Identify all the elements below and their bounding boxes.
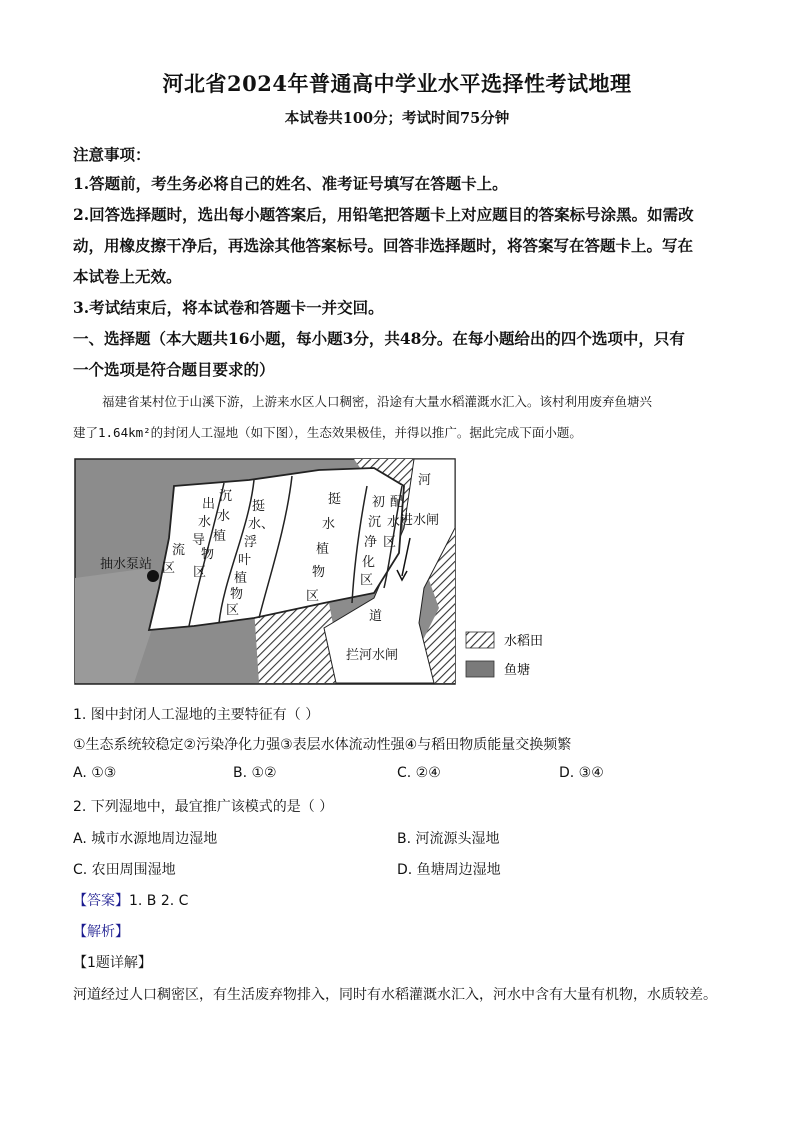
zone-5-char-3: 净 xyxy=(364,535,378,550)
answer-value: 1. B 2. C xyxy=(129,893,189,909)
q1-option-c[interactable]: C. ②④ xyxy=(397,765,441,781)
q2-option-a[interactable]: A. 城市水源地周边湿地 xyxy=(73,831,218,847)
q1-option-a[interactable]: A. ①③ xyxy=(73,765,117,781)
zone-6-char-1: 配 xyxy=(390,495,404,510)
q1-option-b[interactable]: B. ①② xyxy=(233,765,277,781)
answer-tag: 【答案】 xyxy=(73,893,129,909)
zone-3-char-5: 植 xyxy=(234,571,248,586)
intro-line-2: 建了1.64km²的封闭人工湿地（如下图），生态效果极佳，并得以推广。据此完成下面小题。 xyxy=(73,425,582,440)
zone-3-char-4: 叶 xyxy=(238,553,252,568)
legend-swatch-paddy xyxy=(466,632,494,648)
zone-2-char-5: 区 xyxy=(193,565,207,580)
dam-gate-label: 拦河水闸 xyxy=(346,648,399,663)
wetland-map-figure xyxy=(74,458,564,688)
legend-label-paddy: 水稻田 xyxy=(504,634,544,649)
zone-1-char-3: 导 xyxy=(192,533,206,548)
section-heading-2: 一个选项是符合题目要求的） xyxy=(73,360,275,379)
note-2b: 动，用橡皮擦干净后，再选涂其他答案标号。回答非选择题时，将答案写在答题卡上。写在 xyxy=(73,236,694,255)
zone-3-char-2: 水、 xyxy=(248,517,275,532)
notes-heading: 注意事项： xyxy=(73,145,151,164)
zone-1-char-1: 出 xyxy=(202,497,216,512)
intro-line-1: 福建省某村位于山溪下游，上游来水区人口稠密，沿途有大量水稻灌溉水汇入。该村利用废弃鱼塘兴 xyxy=(102,394,653,409)
pump-station-label: 抽水泵站 xyxy=(100,557,153,572)
zone-1-char-4: 流 xyxy=(172,543,186,558)
river-label-1: 河 xyxy=(418,473,432,488)
q2-option-d[interactable]: D. 鱼塘周边湿地 xyxy=(397,862,501,878)
zone-1-char-2: 水 xyxy=(198,515,212,530)
zone-4-char-5: 区 xyxy=(306,589,320,604)
q1-detail-text: 河道经过人口稠密区，有生活废弃物排入，同时有水稻灌溉水汇入，河水中含有大量有机物，水质较差。 xyxy=(73,987,717,1003)
q1-choices: ①生态系统较稳定②污染净化力强③表层水体流动性强④与稻田物质能量交换频繁 xyxy=(73,737,572,753)
river-label-2: 道 xyxy=(369,609,383,624)
zone-2-char-2: 水 xyxy=(217,509,231,524)
zone-6-char-3: 区 xyxy=(383,535,397,550)
section-heading-1: 一、选择题（本大题共16小题，每小题3分，共48分。在每小题给出的四个选项中，只有 xyxy=(73,329,685,348)
zone-3-char-3: 浮 xyxy=(244,535,258,550)
answer-line xyxy=(73,890,188,910)
q1-detail-heading: 【1题详解】 xyxy=(73,955,152,971)
zone-4-char-1: 挺 xyxy=(328,492,342,507)
zone-3-char-7: 区 xyxy=(226,603,240,618)
zone-3-char-6: 物 xyxy=(230,587,244,602)
note-3: 3.考试结束后，将本试卷和答题卡一并交回。 xyxy=(73,298,384,317)
q2-option-b[interactable]: B. 河流源头湿地 xyxy=(397,831,500,847)
zone-5-char-1: 初 xyxy=(372,495,386,510)
note-2c: 本试卷上无效。 xyxy=(73,267,182,286)
analysis-heading: 【解析】 xyxy=(73,924,129,940)
zone-5-char-4: 化 xyxy=(362,555,376,570)
page-subtitle: 本试卷共100分；考试时间75分钟 xyxy=(284,110,510,127)
legend-swatch-pond xyxy=(466,661,494,677)
q2-stem: 2. 下列湿地中，最宜推广该模式的是（ ） xyxy=(73,799,334,815)
zone-5-char-2: 沉 xyxy=(368,515,382,530)
q1-stem: 1. 图中封闭人工湿地的主要特征有（ ） xyxy=(73,707,320,723)
zone-4-char-2: 水 xyxy=(322,517,336,532)
zone-3-char-1: 挺 xyxy=(252,499,266,514)
zone-1-char-5: 区 xyxy=(162,561,176,576)
zone-2-char-1: 沉 xyxy=(219,489,233,504)
zone-2-char-4: 物 xyxy=(201,547,215,562)
inlet-gate-label: 进水闸 xyxy=(400,513,440,528)
zone-6-char-2: 水 xyxy=(387,515,401,530)
legend-label-pond: 鱼塘 xyxy=(504,663,531,678)
q2-option-c[interactable]: C. 农田周围湿地 xyxy=(73,862,176,878)
zone-4-char-4: 物 xyxy=(312,565,326,580)
zone-2-char-3: 植 xyxy=(213,529,227,544)
q1-option-d[interactable]: D. ③④ xyxy=(559,765,604,781)
page-title: 河北省2024年普通高中学业水平选择性考试地理 xyxy=(162,71,632,96)
note-1: 1.答题前，考生务必将自己的姓名、准考证号填写在答题卡上。 xyxy=(73,174,508,193)
note-2a: 2.回答选择题时，选出每小题答案后，用铅笔把答题卡上对应题目的答案标号涂黑。如需改 xyxy=(73,205,694,224)
zone-5-char-5: 区 xyxy=(360,573,374,588)
zone-4-char-3: 植 xyxy=(316,542,330,557)
